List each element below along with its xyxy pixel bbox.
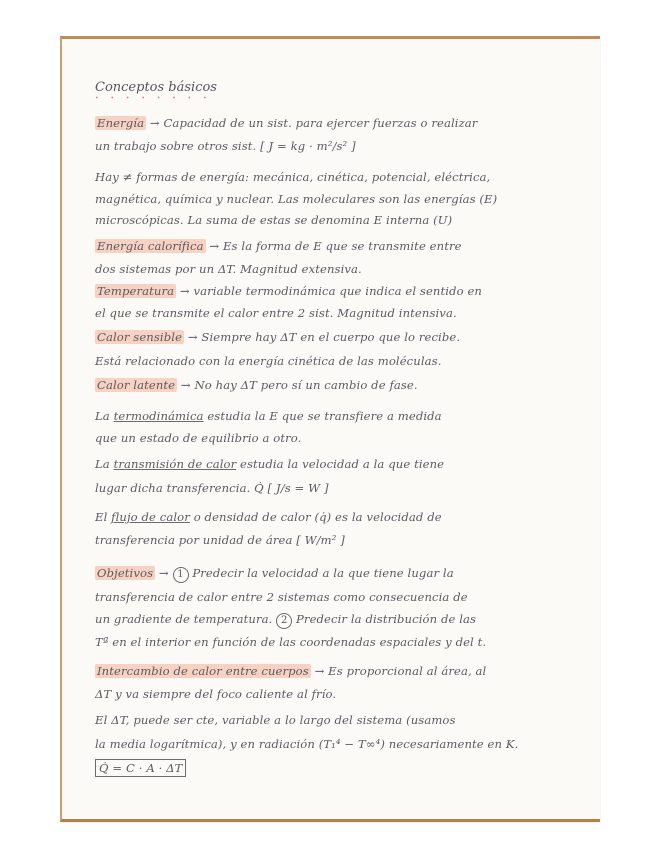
line-16: lugar dicha transferencia. Q̇ [ J/s = W ] <box>95 481 329 495</box>
scanned-page <box>60 36 600 822</box>
line-intercambio: Intercambio de calor entre cuerpos → Es proporcional al área, al <box>97 664 487 678</box>
term-flujo-calor: flujo de calor <box>111 510 190 524</box>
boxed-formula: Q̇ = C · A · ΔT <box>95 759 186 777</box>
line-termodinamica: La termodinámica estudia la E que se transfiere a medida <box>95 409 442 423</box>
line-22: Tª en el interior en función de las coordenadas espaciales y del t. <box>95 635 487 649</box>
line-20: transferencia de calor entre 2 sistemas como consecuencia de <box>95 590 468 604</box>
line-energia: Energía → Capacidad de un sist. para ejercer fuerzas o realizar <box>97 116 478 130</box>
line-26: la media logarítmica), y en radiación (T₁⁴ − T∞⁴) necesariamente en K. <box>95 737 519 751</box>
line-objetivos: Objetivos → 1 Predecir la velocidad a la que tiene lugar la <box>95 566 454 583</box>
term-calor-latente: Calor latente <box>97 378 176 392</box>
number-circle-2: 2 <box>276 613 292 629</box>
page-title: Conceptos básicos <box>95 80 217 95</box>
line-calor-latente: Calor latente → No hay ΔT pero sí un cambio de fase. <box>97 378 418 392</box>
term-intercambio-calor: Intercambio de calor entre cuerpos <box>97 664 309 678</box>
title-underline-dots: • • • • • • • • <box>95 95 212 102</box>
term-transmision-calor: transmisión de calor <box>113 457 237 471</box>
line-21: un gradiente de temperatura. 2 Predecir la distribución de las <box>95 612 476 629</box>
line-formula <box>95 761 186 775</box>
line-24: ΔT y va siempre del foco caliente al frío. <box>95 687 337 701</box>
line-flujo: El flujo de calor o densidad de calor (q̇) es la velocidad de <box>95 510 442 524</box>
term-energia: Energía <box>97 116 145 130</box>
line-11: Está relacionado con la energía cinética de las moléculas. <box>95 354 442 368</box>
line-9: el que se transmite el calor entre 2 sist. Magnitud intensiva. <box>95 306 457 320</box>
line-18: transferencia por unidad de área [ W/m² ] <box>95 533 345 547</box>
line-temperatura: Temperatura → variable termodinámica que indica el sentido en <box>97 284 482 298</box>
term-temperatura: Temperatura <box>97 284 175 298</box>
line-5: microscópicas. La suma de estas se denomina E interna (U) <box>95 213 453 227</box>
term-objetivos: Objetivos <box>97 566 154 580</box>
term-energia-calorifica: Energía calorífica <box>97 239 204 253</box>
number-circle-1: 1 <box>173 567 189 583</box>
term-calor-sensible: Calor sensible <box>97 330 183 344</box>
line-calor-sensible: Calor sensible → Siempre hay ΔT en el cuerpo que lo recibe. <box>97 330 461 344</box>
line-14: que un estado de equilibrio a otro. <box>95 431 302 445</box>
line-7: dos sistemas por un ΔT. Magnitud extensiva. <box>95 262 362 276</box>
line-transmision: La transmisión de calor estudia la velocidad a la que tiene <box>95 457 445 471</box>
line-4: magnética, química y nuclear. Las moleculares son las energías (E) <box>95 192 498 206</box>
term-termodinamica: termodinámica <box>113 409 204 423</box>
line-25: El ΔT, puede ser cte, variable a lo largo del sistema (usamos <box>95 713 456 727</box>
line-2: un trabajo sobre otros sist. [ J = kg · m²/s² ] <box>95 139 356 153</box>
line-energia-calorifica: Energía calorífica → Es la forma de E que se transmite entre <box>97 239 462 253</box>
line-3: Hay ≠ formas de energía: mecánica, cinética, potencial, eléctrica, <box>95 170 491 184</box>
